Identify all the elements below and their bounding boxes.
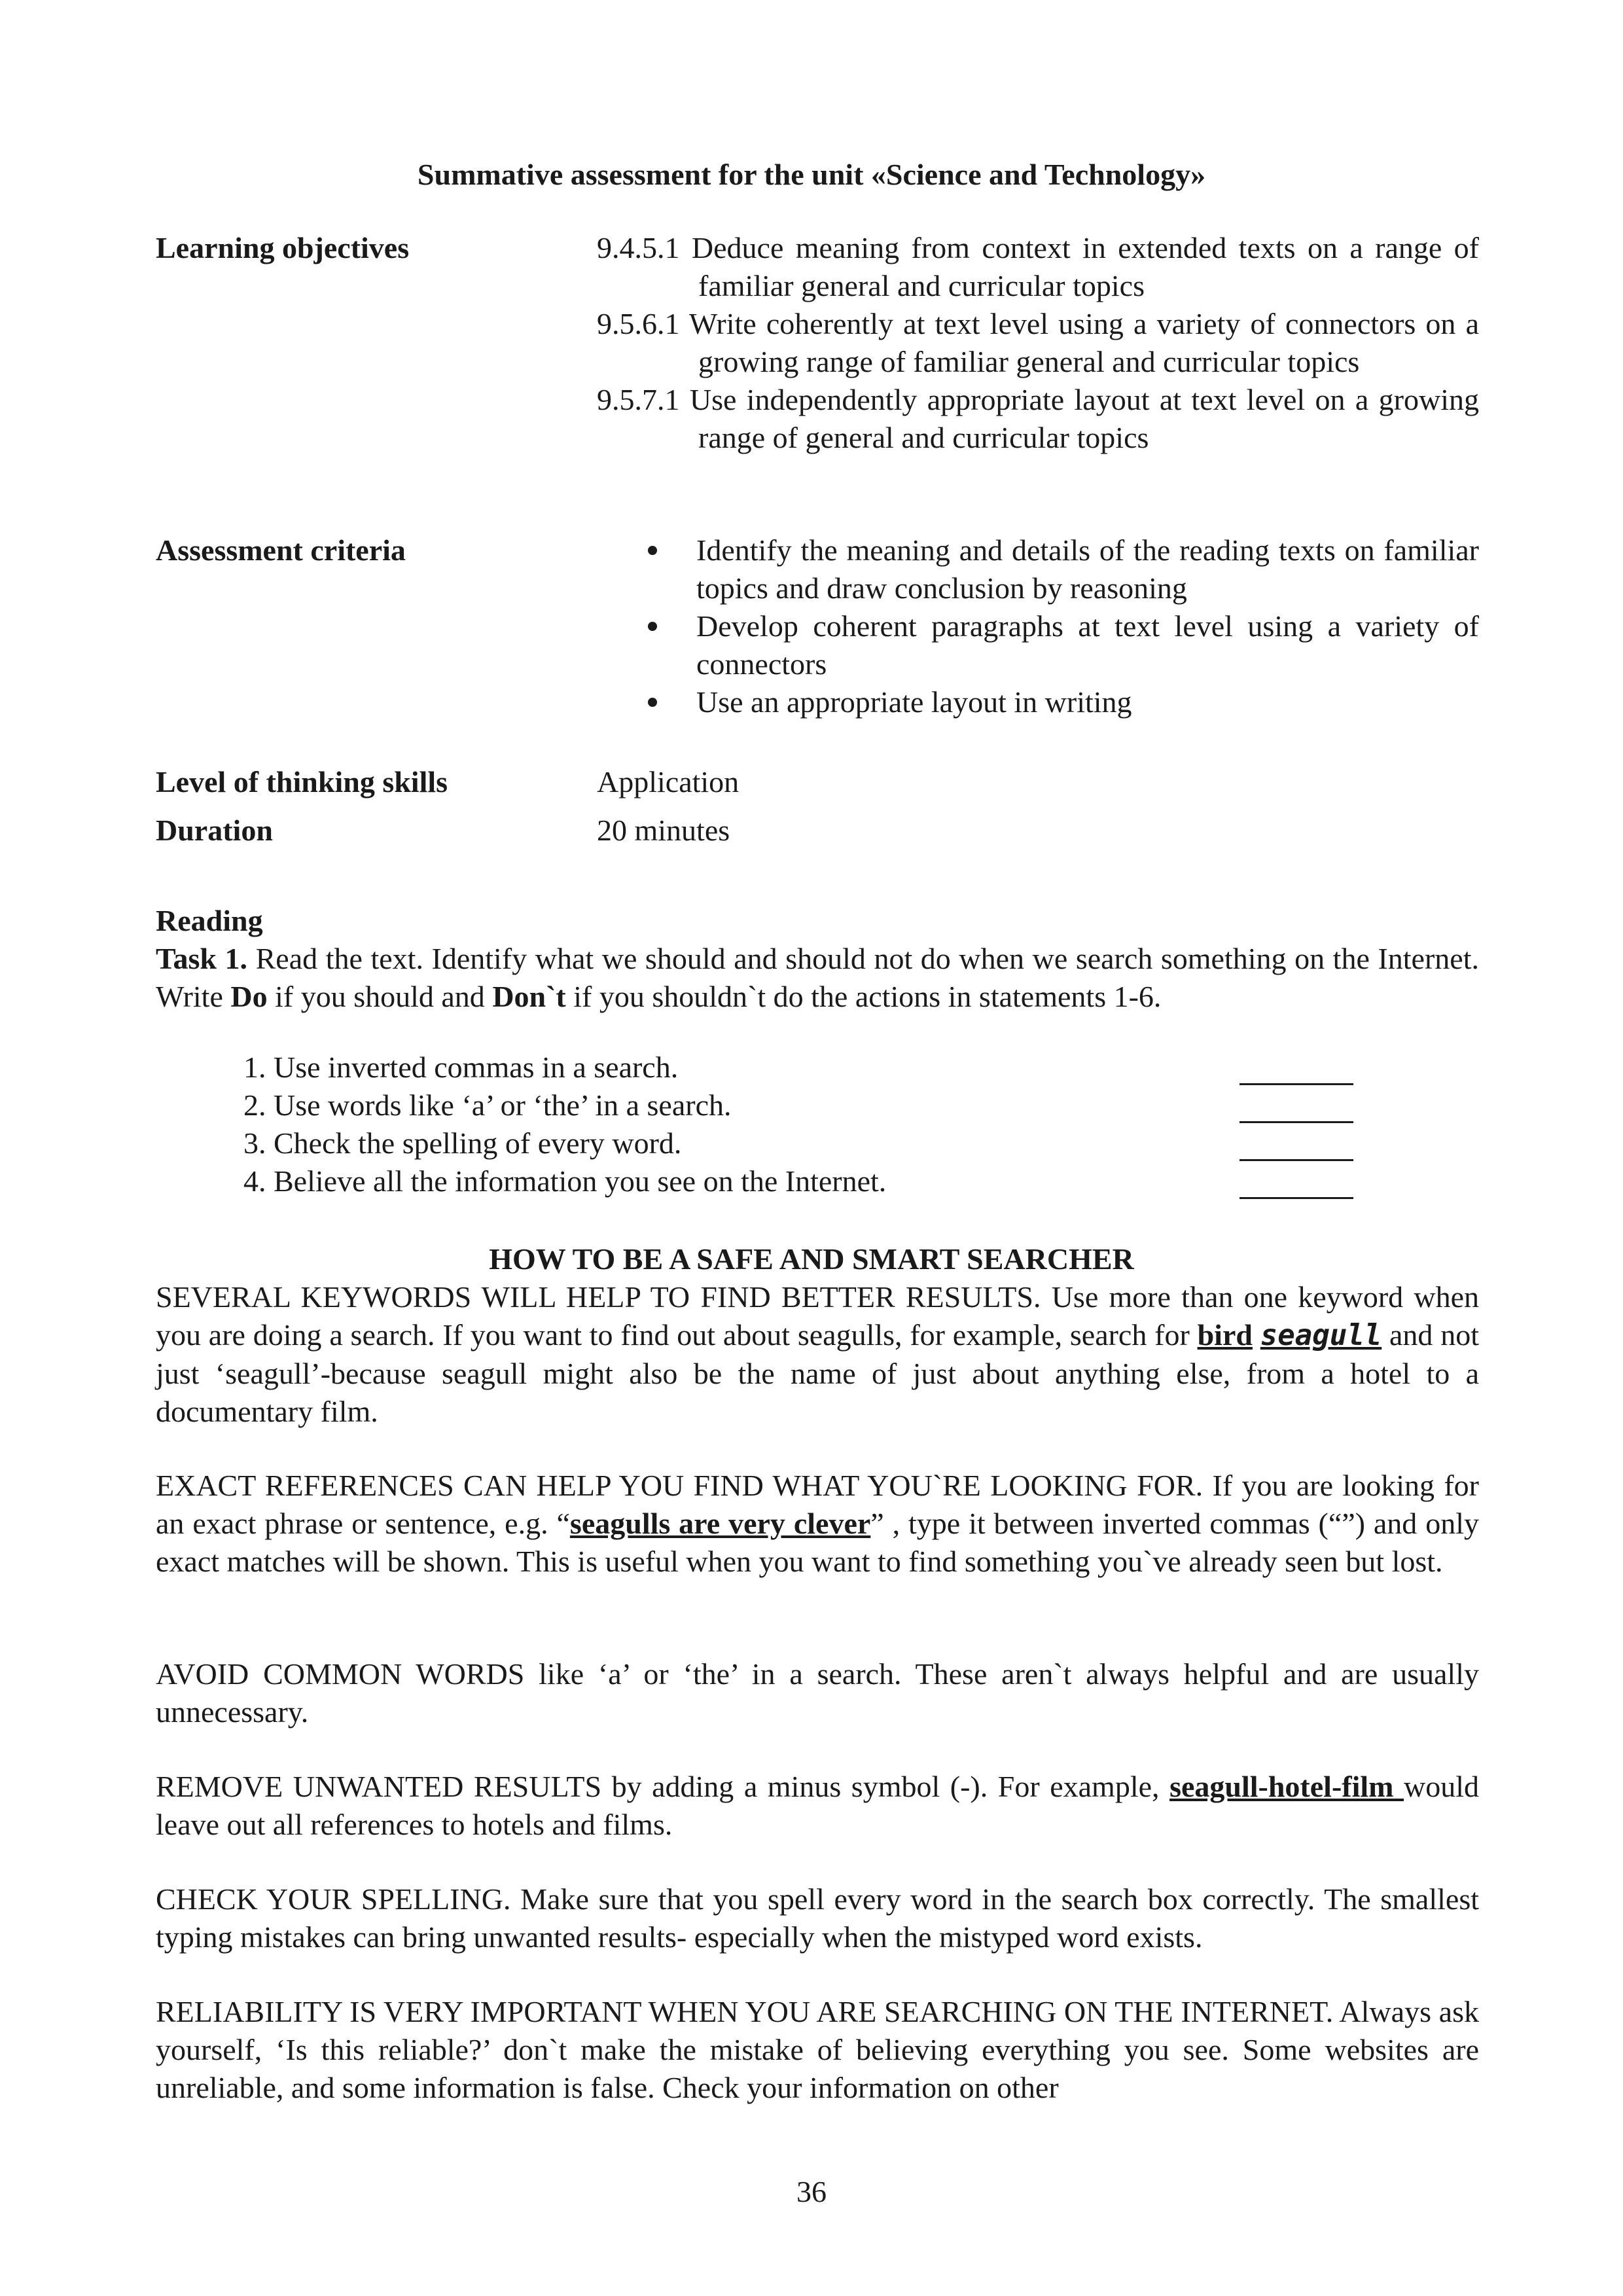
objective-item: 9.5.7.1 Use independently appropriate layout at text level on a growing range of general and curricular topics [597, 383, 1479, 454]
objective-item: 9.5.6.1 Write coherently at text level using a variety of connectors on a growing range of familiar general and curricular topics [597, 307, 1479, 378]
dont-word: Don`t [492, 980, 566, 1013]
keyword-minus-example: seagull-hotel-film [1169, 1770, 1404, 1803]
statement-item: 3. Check the spelling of every word. [243, 1126, 682, 1160]
statements-list [243, 1049, 886, 1200]
criteria-item: Identify the meaning and details of the reading texts on familiar topics and draw conclusion by reasoning [641, 531, 1479, 607]
thinking-value: Application [597, 765, 740, 798]
bullet-icon [648, 698, 657, 707]
criteria-list [641, 531, 1479, 721]
article-paragraph: REMOVE UNWANTED RESULTS by adding a minus symbol (-). For example, seagull-hotel-film would leave out all references to hotels and films. [156, 1770, 1479, 1841]
criteria-item: Develop coherent paragraphs at text level using a variety of connectors [641, 607, 1479, 683]
keyword-bird: bird [1197, 1318, 1253, 1352]
bullet-icon [648, 546, 657, 555]
answer-blank[interactable] [1240, 1083, 1353, 1085]
article-paragraph: RELIABILITY IS VERY IMPORTANT WHEN YOU ARE SEARCHING ON THE INTERNET. Always ask yourself, ‘Is this reliable?’ don`t make the mistake of believing everything you see. Some websites are unreliable, and some information is false. Check your information on other [156, 1995, 1479, 2104]
thinking-label: Level of thinking skills [156, 765, 448, 798]
do-word: Do [230, 980, 268, 1013]
duration-value: 20 minutes [597, 814, 730, 847]
statement-item: 2. Use words like ‘a’ or ‘the’ in a search. [243, 1088, 732, 1122]
page-title: Summative assessment for the unit «Science and Technology» [417, 158, 1206, 191]
article-paragraph: SEVERAL KEYWORDS WILL HELP TO FIND BETTER RESULTS. Use more than one keyword when you are doing a search. If you want to find out about seagulls, for example, search for bird seagull and not just ‘seagull’-because seagull might also be the name of just about anything else, from a hotel to a documentary film. [156, 1280, 1480, 1428]
statement-item: 4. Believe all the information you see on the Internet. [243, 1164, 887, 1198]
article-paragraph: AVOID COMMON WORDS like ‘a’ or ‘the’ in a search. These aren`t always helpful and are usually unnecessary. [156, 1657, 1479, 1729]
objectives-list [597, 229, 1479, 457]
keyword-seagull: seagull [1260, 1319, 1382, 1352]
answer-blank[interactable] [1240, 1159, 1353, 1161]
article-paragraph: CHECK YOUR SPELLING. Make sure that you spell every word in the search box correctly. The smallest typing mistakes can bring unwanted results- especially when the mistyped word exists. [156, 1882, 1479, 1954]
duration-label: Duration [156, 814, 273, 847]
page-number: 36 [796, 2175, 827, 2208]
answer-blank[interactable] [1240, 1121, 1353, 1123]
task-instructions: Task 1. Read the text. Identify what we should and should not do when we search something on the Internet. Write Do if you should and Don`t if you shouldn`t do the actions in statements 1-6. [156, 942, 1479, 1013]
article-paragraph: EXACT REFERENCES CAN HELP YOU FIND WHAT YOU`RE LOOKING FOR. If you are looking for an exact phrase or sentence, e.g. “seagulls are very clever” , type it between inverted commas (“”) and only exact matches will be shown. This is useful when you want to find something you`ve already seen but lost. [156, 1469, 1479, 1578]
reading-heading: Reading [156, 904, 263, 937]
answer-blank[interactable] [1240, 1197, 1353, 1199]
article-heading: HOW TO BE A SAFE AND SMART SEARCHER [489, 1242, 1134, 1276]
criteria-item: Use an appropriate layout in writing [641, 683, 1479, 721]
statement-item: 1. Use inverted commas in a search. [243, 1050, 679, 1084]
bullet-icon [648, 622, 657, 631]
criteria-label: Assessment criteria [156, 533, 406, 567]
task-label: Task 1. [156, 942, 248, 975]
objective-item: 9.4.5.1 Deduce meaning from context in extended texts on a range of familiar general and curricular topics [597, 231, 1479, 302]
keyword-exact-phrase: seagulls are very clever [569, 1507, 871, 1540]
objectives-label: Learning objectives [156, 231, 410, 264]
